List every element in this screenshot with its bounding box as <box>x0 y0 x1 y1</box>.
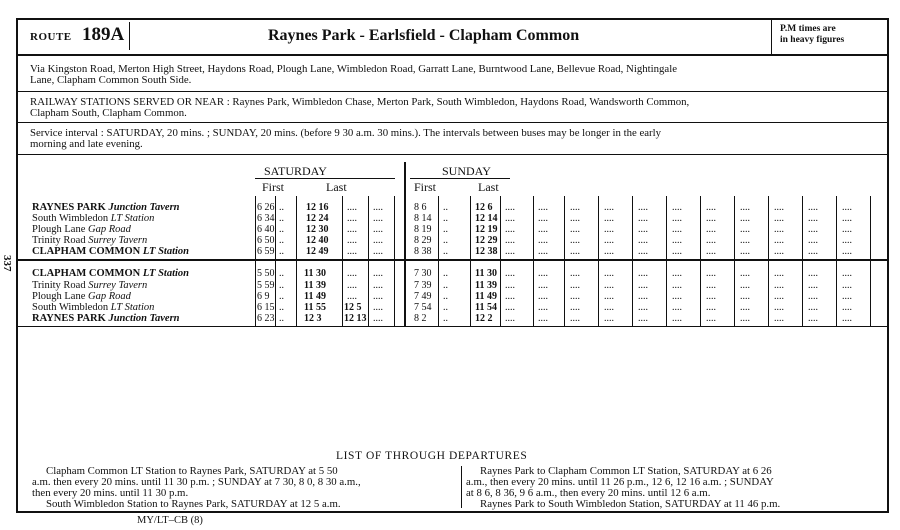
filler-dots: .... <box>538 302 548 313</box>
sat-extra-time: 12 5 <box>344 302 362 313</box>
filler-dots: .... <box>373 268 383 279</box>
filler-dots: .... <box>505 268 515 279</box>
filler-dots: .... <box>842 268 852 279</box>
filler-dots: .... <box>373 224 383 235</box>
filler-dots: .... <box>505 302 515 313</box>
stop-name <box>32 280 147 291</box>
filler-dots: .. <box>443 202 448 213</box>
filler-dots: .... <box>706 302 716 313</box>
sat-first-time: 6 40 <box>257 224 275 235</box>
filler-dots: .... <box>740 235 750 246</box>
stop-detail: LT Station <box>142 246 190 257</box>
filler-dots: .... <box>842 291 852 302</box>
sat-first-time: 5 50 <box>257 268 275 279</box>
column-rule <box>666 196 667 326</box>
sun-last-time: 11 54 <box>475 302 497 313</box>
saturday-heading: SATURDAY <box>264 164 327 178</box>
column-rule <box>404 162 406 327</box>
filler-dots: .... <box>347 280 357 291</box>
filler-dots: .... <box>604 268 614 279</box>
filler-dots: .... <box>570 268 580 279</box>
filler-dots: .... <box>740 246 750 257</box>
through-line: Clapham Common LT Station to Raynes Park, SATURDAY at 5 50 <box>46 465 338 477</box>
stop-detail: Junction Tavern <box>108 202 180 213</box>
filler-dots: .. <box>443 291 448 302</box>
sat-last-time: 12 16 <box>306 202 329 213</box>
filler-dots: .... <box>740 202 750 213</box>
filler-dots: .... <box>347 246 357 257</box>
filler-dots: .... <box>347 202 357 213</box>
filler-dots: .... <box>706 268 716 279</box>
column-rule <box>598 196 599 326</box>
filler-dots: .... <box>505 235 515 246</box>
stations-rule <box>16 122 889 123</box>
sun-last-time: 12 19 <box>475 224 498 235</box>
filler-dots: .... <box>638 302 648 313</box>
sat-first-time: 6 34 <box>257 213 275 224</box>
filler-dots: .... <box>604 280 614 291</box>
sat-first-label: First <box>262 180 285 194</box>
side-page-number: 337 <box>1 255 13 272</box>
filler-dots: .... <box>706 202 716 213</box>
filler-dots: .... <box>808 313 818 324</box>
stop-label: Plough Lane <box>32 291 88 302</box>
filler-dots: .... <box>347 291 357 302</box>
filler-dots: .... <box>373 302 383 313</box>
service-line-1: Service interval : SATURDAY, 20 mins. ; SUNDAY, 20 mins. (before 9 30 a.m. 30 mins.). The intervals between buses may be longer in the early <box>30 127 662 139</box>
frame-top <box>16 18 889 20</box>
filler-dots: .... <box>808 268 818 279</box>
column-rule <box>836 196 837 326</box>
filler-dots: .... <box>672 224 682 235</box>
sat-first-time: 6 50 <box>257 235 275 246</box>
filler-dots: .. <box>279 235 284 246</box>
filler-dots: .. <box>279 202 284 213</box>
filler-dots: .... <box>538 291 548 302</box>
filler-dots: .... <box>538 202 548 213</box>
sat-first-time: 6 59 <box>257 246 275 257</box>
filler-dots: .... <box>638 213 648 224</box>
filler-dots: .. <box>443 313 448 324</box>
filler-dots: .... <box>672 213 682 224</box>
stop-label: RAYNES PARK <box>32 202 109 213</box>
sun-first-time: 7 49 <box>414 291 432 302</box>
filler-dots: .... <box>740 313 750 324</box>
stop-detail: Gap Road <box>88 291 131 302</box>
sat-first-time: 6 15 <box>257 302 275 313</box>
stop-detail: Surrey Tavern <box>88 235 148 246</box>
sat-last-time: 11 30 <box>304 268 326 279</box>
filler-dots: .... <box>706 224 716 235</box>
stop-detail: LT Station <box>110 302 155 313</box>
sat-last-time: 12 3 <box>304 313 322 324</box>
filler-dots: .... <box>774 280 784 291</box>
column-rule <box>342 196 343 326</box>
column-rule <box>533 196 534 326</box>
filler-dots: .... <box>740 291 750 302</box>
through-line: Raynes Park to Clapham Common LT Station, SATURDAY at 6 26 <box>480 465 772 477</box>
stop-label: RAYNES PARK <box>32 313 109 324</box>
filler-dots: .... <box>774 224 784 235</box>
filler-dots: .... <box>842 235 852 246</box>
filler-dots: .... <box>740 224 750 235</box>
filler-dots: .... <box>740 302 750 313</box>
filler-dots: .... <box>538 224 548 235</box>
service-line-2: morning and late evening. <box>30 138 143 150</box>
filler-dots: .... <box>347 235 357 246</box>
filler-dots: .... <box>347 224 357 235</box>
filler-dots: .. <box>279 291 284 302</box>
filler-dots: .. <box>279 313 284 324</box>
filler-dots: .... <box>808 213 818 224</box>
column-rule <box>632 196 633 326</box>
filler-dots: .... <box>706 246 716 257</box>
filler-dots: .... <box>638 313 648 324</box>
frame-right <box>887 18 889 513</box>
filler-dots: .... <box>538 280 548 291</box>
route-number: 189A <box>82 24 125 45</box>
stop-detail: LT Station <box>142 268 190 279</box>
stop-label: CLAPHAM COMMON <box>32 246 143 257</box>
filler-dots: .... <box>672 313 682 324</box>
pm-note-line1: P.M times are <box>780 24 836 34</box>
filler-dots: .. <box>443 213 448 224</box>
filler-dots: .... <box>604 213 614 224</box>
stop-name <box>32 213 154 224</box>
filler-dots: .... <box>373 313 383 324</box>
filler-dots: .... <box>604 224 614 235</box>
filler-dots: .... <box>638 291 648 302</box>
filler-dots: .. <box>279 224 284 235</box>
filler-dots: .... <box>842 313 852 324</box>
filler-dots: .... <box>505 246 515 257</box>
filler-dots: .... <box>808 280 818 291</box>
filler-dots: .... <box>774 268 784 279</box>
filler-dots: .... <box>706 291 716 302</box>
filler-dots: .... <box>604 291 614 302</box>
filler-dots: .... <box>373 235 383 246</box>
sun-first-time: 7 30 <box>414 268 432 279</box>
filler-dots: .... <box>373 213 383 224</box>
filler-dots: .... <box>538 246 548 257</box>
column-rule <box>870 196 871 326</box>
filler-dots: .... <box>570 224 580 235</box>
filler-dots: .... <box>505 291 515 302</box>
filler-dots: .... <box>505 313 515 324</box>
sun-last-time: 11 30 <box>475 268 497 279</box>
sun-last-label: Last <box>478 180 499 194</box>
column-rule <box>275 196 276 326</box>
filler-dots: .. <box>279 213 284 224</box>
via-rule <box>16 91 889 92</box>
column-rule <box>470 196 471 326</box>
frame-bottom <box>16 511 889 513</box>
sun-first-time: 7 39 <box>414 280 432 291</box>
filler-dots: .... <box>808 246 818 257</box>
stop-label: CLAPHAM COMMON <box>32 268 143 279</box>
sat-last-time: 12 24 <box>306 213 329 224</box>
sat-last-time: 11 39 <box>304 280 326 291</box>
filler-dots: .... <box>570 291 580 302</box>
filler-dots: .... <box>373 280 383 291</box>
filler-dots: .... <box>373 202 383 213</box>
stop-label: Trinity Road <box>32 235 89 246</box>
filler-dots: .... <box>638 246 648 257</box>
stop-label: Plough Lane <box>32 224 88 235</box>
column-rule <box>368 196 369 326</box>
stop-label: South Wimbledon <box>32 302 111 313</box>
column-rule <box>296 196 297 326</box>
stop-detail: LT Station <box>110 213 155 224</box>
sun-last-time: 12 14 <box>475 213 498 224</box>
stop-name <box>32 313 180 324</box>
stop-label: South Wimbledon <box>32 213 111 224</box>
sat-first-time: 5 59 <box>257 280 275 291</box>
sat-last-time: 11 49 <box>304 291 326 302</box>
filler-dots: .... <box>740 268 750 279</box>
filler-dots: .... <box>570 302 580 313</box>
filler-dots: .. <box>443 224 448 235</box>
header-rule <box>16 54 889 56</box>
sun-first-label: First <box>414 180 437 194</box>
column-rule <box>500 196 501 326</box>
filler-dots: .. <box>443 280 448 291</box>
direction-rule <box>16 259 889 261</box>
sat-extra-time: 12 13 <box>344 313 367 324</box>
filler-dots: .... <box>808 224 818 235</box>
filler-dots: .... <box>604 302 614 313</box>
filler-dots: .. <box>279 280 284 291</box>
header-divider-left <box>129 22 130 50</box>
through-line: then every 20 mins. until 11 30 p.m. <box>32 487 189 499</box>
sun-last-time: 12 38 <box>475 246 498 257</box>
filler-dots: .... <box>538 313 548 324</box>
filler-dots: .. <box>443 302 448 313</box>
filler-dots: .... <box>570 313 580 324</box>
sat-first-time: 6 23 <box>257 313 275 324</box>
via-line-1: Via Kingston Road, Merton High Street, Haydons Road, Plough Lane, Wimbledon Road, Garratt Lane, Burntwood Lane, Bellevue Road, Nightingale <box>30 63 678 75</box>
filler-dots: .... <box>505 224 515 235</box>
column-rule <box>734 196 735 326</box>
sat-first-time: 6 26 <box>257 202 275 213</box>
filler-dots: .. <box>443 246 448 257</box>
stations-line-1: RAILWAY STATIONS SERVED OR NEAR : Raynes Park, Wimbledon Chase, Merton Park, South Wimbledon, Haydons Road, Wandsworth Common, <box>30 96 690 108</box>
filler-dots: .... <box>638 224 648 235</box>
saturday-underline <box>255 178 395 179</box>
sun-first-time: 8 38 <box>414 246 432 257</box>
filler-dots: .... <box>706 213 716 224</box>
sat-last-time: 12 49 <box>306 246 329 257</box>
filler-dots: .... <box>570 213 580 224</box>
filler-dots: .... <box>505 280 515 291</box>
filler-dots: .... <box>538 268 548 279</box>
frame-left <box>16 18 18 513</box>
filler-dots: .... <box>842 280 852 291</box>
filler-dots: .... <box>638 235 648 246</box>
sat-last-time: 12 40 <box>306 235 329 246</box>
filler-dots: .... <box>604 313 614 324</box>
timetable-bottom-rule <box>16 326 889 327</box>
filler-dots: .... <box>638 202 648 213</box>
sun-last-time: 12 6 <box>475 202 493 213</box>
column-rule <box>394 196 395 326</box>
filler-dots: .... <box>808 202 818 213</box>
filler-dots: .... <box>672 202 682 213</box>
through-line: a.m. then every 20 mins. until 11 30 p.m. ; SUNDAY at 7 30, 8 0, 8 30 a.m., <box>32 476 361 488</box>
through-line: at 8 6, 8 36, 9 6 a.m., then every 20 mins. until 12 6 a.m. <box>466 487 711 499</box>
column-rule <box>700 196 701 326</box>
filler-dots: .... <box>706 235 716 246</box>
filler-dots: .... <box>538 213 548 224</box>
sun-last-time: 11 39 <box>475 280 497 291</box>
filler-dots: .... <box>570 235 580 246</box>
filler-dots: .. <box>443 268 448 279</box>
filler-dots: .... <box>505 202 515 213</box>
sat-last-label: Last <box>326 180 347 194</box>
filler-dots: .... <box>638 280 648 291</box>
filler-dots: .... <box>672 268 682 279</box>
sun-last-time: 12 29 <box>475 235 498 246</box>
filler-dots: .... <box>774 213 784 224</box>
filler-dots: .... <box>774 202 784 213</box>
stop-name <box>32 246 189 257</box>
filler-dots: .... <box>604 202 614 213</box>
filler-dots: .... <box>740 213 750 224</box>
filler-dots: .... <box>570 202 580 213</box>
filler-dots: .... <box>373 246 383 257</box>
filler-dots: .... <box>706 280 716 291</box>
filler-dots: .... <box>604 246 614 257</box>
stop-name <box>32 235 147 246</box>
sat-last-time: 12 30 <box>306 224 329 235</box>
filler-dots: .... <box>672 246 682 257</box>
filler-dots: .... <box>672 302 682 313</box>
filler-dots: .. <box>443 235 448 246</box>
filler-dots: .. <box>279 246 284 257</box>
sat-first-time: 6 9 <box>257 291 270 302</box>
stop-name <box>32 268 189 279</box>
column-rule <box>564 196 565 326</box>
route-label: ROUTE <box>30 31 72 43</box>
filler-dots: .... <box>842 224 852 235</box>
filler-dots: .... <box>842 202 852 213</box>
filler-dots: .. <box>279 302 284 313</box>
stop-name <box>32 202 180 213</box>
filler-dots: .... <box>808 291 818 302</box>
pm-note-line2: in heavy figures <box>780 35 845 45</box>
through-title: LIST OF THROUGH DEPARTURES <box>336 450 528 462</box>
filler-dots: .... <box>538 235 548 246</box>
filler-dots: .... <box>774 246 784 257</box>
stop-detail: Gap Road <box>88 224 131 235</box>
sun-first-time: 8 14 <box>414 213 432 224</box>
filler-dots: .... <box>373 291 383 302</box>
sun-last-time: 11 49 <box>475 291 497 302</box>
header-divider-right <box>771 20 772 54</box>
filler-dots: .... <box>808 235 818 246</box>
stop-label: Trinity Road <box>32 280 89 291</box>
filler-dots: .... <box>604 235 614 246</box>
filler-dots: .... <box>774 291 784 302</box>
filler-dots: .... <box>842 302 852 313</box>
filler-dots: .... <box>774 235 784 246</box>
filler-dots: .... <box>842 246 852 257</box>
column-rule <box>255 196 256 326</box>
column-rule <box>768 196 769 326</box>
filler-dots: .... <box>570 246 580 257</box>
filler-dots: .... <box>638 268 648 279</box>
column-rule <box>802 196 803 326</box>
filler-dots: .... <box>672 280 682 291</box>
stop-detail: Junction Tavern <box>108 313 180 324</box>
through-line: Raynes Park to South Wimbledon Station, SATURDAY at 11 46 p.m. <box>480 498 781 510</box>
footer-code: MY/LT–CB (8) <box>137 515 203 526</box>
stop-name <box>32 291 131 302</box>
filler-dots: .... <box>570 280 580 291</box>
through-line: South Wimbledon Station to Raynes Park, SATURDAY at 12 5 a.m. <box>46 498 341 510</box>
sunday-underline <box>410 178 510 179</box>
service-rule <box>16 154 889 155</box>
filler-dots: .. <box>279 268 284 279</box>
stop-detail: Surrey Tavern <box>88 280 148 291</box>
filler-dots: .... <box>808 302 818 313</box>
through-divider <box>461 466 462 508</box>
filler-dots: .... <box>672 235 682 246</box>
sun-first-time: 8 6 <box>414 202 427 213</box>
sun-first-time: 8 29 <box>414 235 432 246</box>
column-rule <box>438 196 439 326</box>
filler-dots: .... <box>672 291 682 302</box>
sunday-heading: SUNDAY <box>442 164 491 178</box>
sun-first-time: 7 54 <box>414 302 432 313</box>
filler-dots: .... <box>347 268 357 279</box>
via-line-2: Lane, Clapham Common South Side. <box>30 74 192 86</box>
filler-dots: .... <box>505 213 515 224</box>
sun-last-time: 12 2 <box>475 313 493 324</box>
filler-dots: .... <box>842 213 852 224</box>
stations-line-2: Clapham South, Clapham Common. <box>30 107 187 119</box>
sat-last-time: 11 55 <box>304 302 326 313</box>
filler-dots: .... <box>774 302 784 313</box>
sun-first-time: 8 19 <box>414 224 432 235</box>
sun-first-time: 8 2 <box>414 313 427 324</box>
filler-dots: .... <box>740 280 750 291</box>
filler-dots: .... <box>706 313 716 324</box>
through-line: a.m., then every 20 mins. until 11 26 p.m., 12 6, 12 16 a.m. ; SUNDAY <box>466 476 774 488</box>
page-title: Raynes Park - Earlsfield - Clapham Common <box>268 27 580 44</box>
stop-name <box>32 302 154 313</box>
filler-dots: .... <box>347 213 357 224</box>
stop-name <box>32 224 131 235</box>
filler-dots: .... <box>774 313 784 324</box>
